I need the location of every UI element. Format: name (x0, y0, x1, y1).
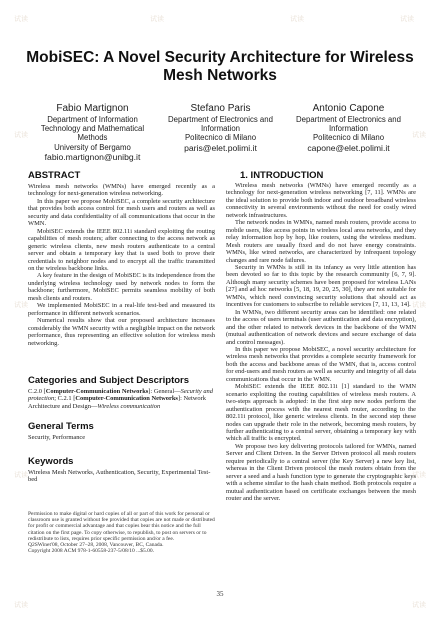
general-terms-body: Security, Performance (28, 434, 86, 441)
watermark: 试读 (14, 601, 28, 609)
categories-heading: Categories and Subject Descriptors (28, 375, 190, 386)
introduction-paragraph: Wireless mesh networks (WMNs) have emerged recently as a technology for next-generation wireless networking [7, 11]. WMNs are the ideal solution to provide both indoor and outdoor broadband wireless connectivity in several environments without the need for costly wired network infrastructures. (226, 182, 416, 219)
author-affiliation: Politecnico di Milano (184, 133, 257, 143)
watermark: 试读 (14, 131, 28, 139)
general-terms-heading: General Terms (28, 421, 94, 432)
conference-line: Q2SWinet'08, October 27–28, 2008, Vancouver, BC, Canada. (28, 542, 164, 549)
abstract-heading: ABSTRACT (28, 170, 81, 181)
introduction-body (226, 182, 416, 502)
categories-text: ]: Network Architecture and Design— (28, 395, 206, 410)
author-block (286, 103, 411, 153)
author-name: Stefano Paris (190, 103, 251, 114)
watermark: 试读 (14, 471, 28, 479)
keywords-body: Wireless Mesh Networks, Authentication, Security, Experimental Test-bed (28, 469, 211, 484)
watermark: 试读 (400, 15, 414, 23)
paper-title: MobiSEC: A Novel Security Architecture for Wireless Mesh Networks (26, 49, 414, 84)
categories-bold: Computer-Communication Networks (75, 395, 178, 403)
author-name: Fabio Martignon (56, 103, 129, 114)
introduction-heading: 1. INTRODUCTION (240, 170, 324, 181)
author-affiliation: Information (328, 124, 368, 134)
categories-text: ]: General— (148, 388, 181, 395)
introduction-paragraph: Security in WMNs is still in its infancy as very little attention has been devoted so far to this topic by the research community [6, 7, 9]. Although many security schemes have been proposed for wireless LANs [27] and ad hoc networks [5, 18, 19, 20, 25, 30], they are not suitable for WMNs, which need convincing security solutions that should act as incentives for customers to subscribe to reliable services [7, 11, 13, 14]. (226, 263, 416, 309)
author-name: Antonio Capone (312, 103, 385, 114)
watermark: 试读 (412, 471, 426, 479)
watermark: 试读 (412, 131, 426, 139)
categories-italic: Security and protection (28, 388, 213, 403)
abstract-paragraph: Wireless mesh networks (WMNs) have emerged recently as a technology for next-generation wireless networking. (28, 183, 215, 198)
abstract-paragraph: Numerical results show that our proposed architecture increases considerably the WMN security with a negligible impact on the network performance, thus representing an effective solution for wireless mesh networking. (28, 317, 215, 347)
watermark: 试读 (14, 15, 28, 23)
abstract-body (28, 183, 215, 347)
watermark: 试读 (412, 301, 426, 309)
author-email: paris@elet.polimi.it (184, 142, 257, 153)
introduction-paragraph: The network nodes in WMNs, named mesh routers, provide access to mobile users, like access points in wireless local area networks, and they relay information hop by hop, like routers, using the wireless medium. Mesh routers are usually fixed and do not have energy constraints. WMNs, like wired networks, are characterized by infrequent topology changes and rare node failures. (226, 219, 416, 264)
categories-italic: Wireless communication (97, 402, 161, 410)
abstract-paragraph: A key feature in the design of MobiSEC is its independence from the underlying wireless technology used by network nodes to form the backbone; furthermore, MobiSEC permits seamless mobility of both mesh clients and routers. (28, 272, 215, 302)
watermark: 试读 (150, 15, 164, 23)
watermark: 试读 (14, 301, 28, 309)
author-affiliation: University of Bergamo (54, 142, 131, 152)
keywords-heading: Keywords (28, 456, 74, 467)
introduction-paragraph: In WMNs, two different security areas can be identified: one related to the access of users terminals (user authentication and data encryption), and the other related to network devices in the backbone of the WMN (mutual authentication of network devices and secure exchange of data and control messages). (226, 308, 416, 346)
copyright-line: Copyright 2008 ACM 978-1-60558-237-5/08/10 ...$5.00. (28, 548, 155, 555)
author-affiliation: Information (200, 124, 240, 134)
categories-text: C.2.0 [ (28, 388, 46, 395)
author-affiliation: Politecnico di Milano (312, 133, 385, 143)
categories-body (28, 388, 215, 410)
author-email: capone@elet.polimi.it (307, 142, 390, 153)
permission-text: Permission to make digital or hard copies of all or part of this work for personal or classroom use is granted without fee provided that copies are not made or distributed for profit or commercial advantage and that copies bear this notice and the full citation on the first page. To copy otherwise, to republish, to post on servers or to redistribute to lists, requires prior specific permission and/or a fee. (28, 511, 215, 542)
author-email: fabio.martignon@unibg.it (44, 151, 141, 162)
abstract-paragraph: MobiSEC extends the IEEE 802.11i standard exploiting the routing capabilities of mesh routers; after connecting to the access network as generic wireless clients, new mesh routers authenticate to a central server and obtain a temporary key that is used both to prove their credentials to neighbor nodes and to encrypt all the traffic transmitted on the wireless backbone links. (28, 227, 215, 272)
categories-bold: Computer-Communication Networks (45, 388, 149, 395)
categories-text: ; C.2.1 [ (54, 395, 76, 403)
abstract-paragraph: We implemented MobiSEC in a real-life test-bed and measured its performance in different network scenarios. (28, 302, 215, 317)
introduction-paragraph: We propose two key delivering protocols tailored for WMNs, named Server and Client Driven. In the Server Driven protocol all mesh routers require periodically to a central server (the Key Server) a new key list, whereas in the Client Driven protocol the mesh routers obtain from the server a seed and a hash function type to generate the cryptographic keys with a scheme similar to the hash chain method. Both protocols require a mutual authentication based on certificate exchanges between the mesh router and the server. (226, 442, 416, 503)
abstract-paragraph: In this paper we propose MobiSEC, a complete security architecture that provides both access control for mesh users and routers as well as security and data confidentiality of all communications that occur in the WMN. (28, 197, 215, 228)
author-affiliation: Department of Information (47, 115, 138, 124)
author-affiliation: Technology and Mathematical (40, 124, 145, 134)
page-number: 35 (216, 590, 224, 598)
introduction-paragraph: In this paper we propose MobiSEC, a novel security architecture for wireless mesh networks that provides a complete security framework for both the access and backbone areas of the WMN, that is, access control for end-users and mesh routers as well as security and integrity of all data communications that occur in the WMN. (226, 345, 416, 383)
author-block (158, 103, 283, 153)
author-affiliation: Department of Electronics and (296, 115, 401, 124)
author-affiliation: Methods (77, 133, 108, 143)
watermark: 试读 (412, 601, 426, 609)
watermark: 试读 (290, 15, 304, 23)
author-block (30, 103, 155, 162)
permission-notice (28, 511, 215, 554)
introduction-paragraph: MobiSEC extends the IEEE 802.11i [1] standard to the WMN scenario exploiting the routing capabilities of wireless mesh routers. A two-steps approach is adopted: in the first step new nodes perform the authentication process with the nearest mesh router, according to the 802.11i protocol, like generic wireless clients. In the second step these nodes can upgrade their role in the network, becoming mesh routers, by further authenticating to a central server, obtaining a temporary key with which all traffic is encrypted. (226, 383, 416, 443)
author-affiliation: Department of Electronics and (168, 115, 273, 124)
